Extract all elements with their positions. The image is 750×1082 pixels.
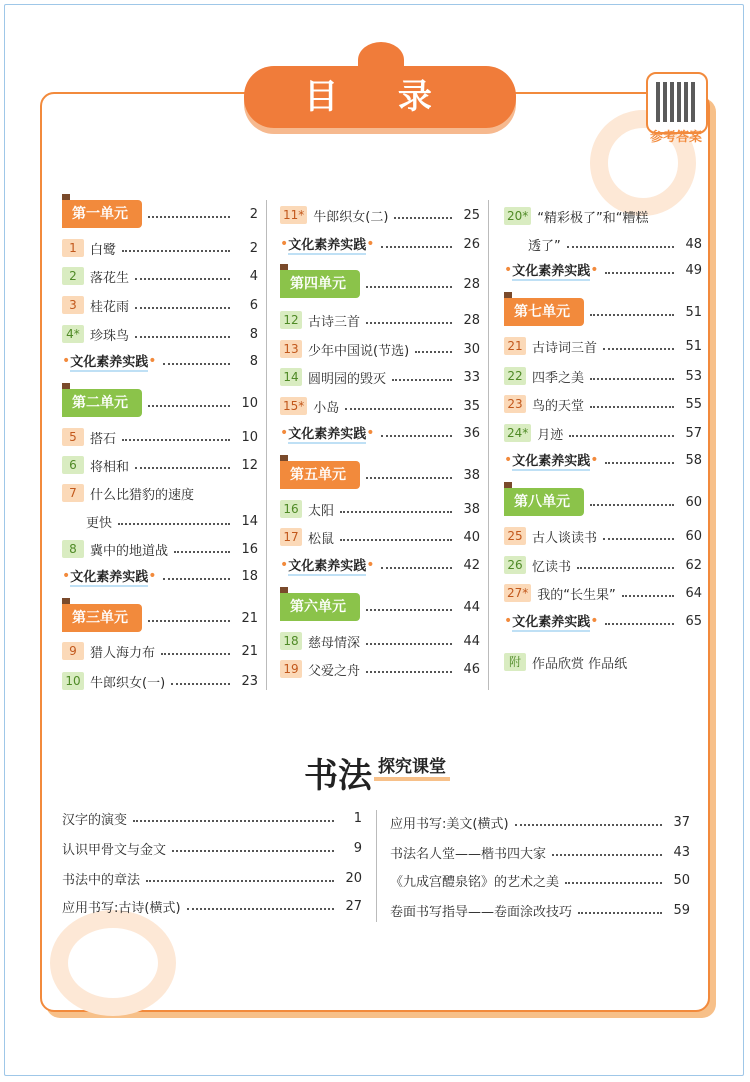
page-number: 8 — [249, 353, 258, 369]
lesson-title: 将相和 — [90, 459, 130, 475]
practice-row[interactable] — [280, 422, 480, 444]
dot-leader — [122, 250, 230, 252]
practice-label: 文化素养实践 — [288, 555, 366, 576]
page-number: 12 — [241, 457, 258, 473]
dot-leader — [161, 653, 230, 655]
practice-row[interactable] — [62, 350, 258, 372]
bullet-icon: • — [504, 262, 513, 278]
toc-entry[interactable] — [62, 510, 258, 532]
entry-title: 应用书写:美文(横式) — [390, 816, 509, 832]
column-divider — [376, 810, 377, 922]
toc-entry[interactable] — [280, 338, 480, 360]
dot-leader — [590, 378, 674, 380]
page-number: 60 — [685, 494, 702, 510]
lesson-title: 白鹭 — [90, 242, 117, 258]
qr-code[interactable] — [646, 72, 708, 134]
dot-leader — [381, 567, 452, 569]
lesson-title: 什么比猎豹的速度 — [90, 487, 195, 503]
lesson-number: 5 — [62, 428, 84, 446]
page-number: 26 — [463, 236, 480, 252]
dot-leader — [366, 322, 452, 324]
dot-leader — [392, 379, 452, 381]
dot-leader — [605, 462, 674, 464]
dot-leader — [622, 595, 674, 597]
dot-leader — [171, 683, 230, 685]
dot-leader — [366, 609, 452, 611]
dot-leader — [603, 348, 674, 350]
page-number: 21 — [241, 643, 258, 659]
dot-leader — [603, 538, 674, 540]
page-number: 33 — [463, 369, 480, 385]
lesson-title: 珍珠鸟 — [90, 328, 130, 344]
dot-leader — [340, 539, 452, 541]
dot-leader — [148, 620, 230, 622]
unit-heading: 第八单元 — [504, 488, 584, 516]
qr-code-icon — [656, 82, 696, 122]
entry-title: 认识甲骨文与金文 — [62, 842, 167, 858]
lesson-title: 古诗三首 — [308, 314, 361, 330]
bullet-icon: • — [148, 568, 157, 584]
toc-entry[interactable] — [62, 265, 258, 287]
page-number: 58 — [685, 452, 702, 468]
lesson-title: 慈母情深 — [308, 635, 361, 651]
calligraphy-entry[interactable] — [390, 869, 690, 891]
practice-label: 文化素养实践 — [288, 234, 366, 255]
unit-heading: 第三单元 — [62, 604, 142, 632]
entry-title: 汉字的演变 — [62, 812, 128, 828]
calligraphy-entry[interactable] — [390, 841, 690, 863]
page-number: 50 — [673, 872, 690, 888]
page-number: 43 — [673, 844, 690, 860]
lesson-number: 13 — [280, 340, 302, 358]
page-number: 28 — [463, 276, 480, 292]
page-number: 49 — [685, 262, 702, 278]
lesson-title: 鸟的天堂 — [532, 398, 585, 414]
dot-leader — [590, 504, 674, 506]
page-number: 27 — [345, 898, 362, 914]
page-number: 42 — [463, 557, 480, 573]
page-number: 51 — [685, 304, 702, 320]
page-number: 10 — [241, 395, 258, 411]
lesson-title: 古诗词三首 — [532, 340, 598, 356]
entry-title: 书法中的章法 — [62, 872, 141, 888]
page-number: 8 — [249, 326, 258, 342]
dot-leader — [122, 439, 230, 441]
page-number: 38 — [463, 501, 480, 517]
bullet-icon: • — [504, 613, 513, 629]
lesson-title: 太阳 — [308, 503, 335, 519]
unit-heading: 第四单元 — [280, 270, 360, 298]
page-number: 25 — [463, 207, 480, 223]
dot-leader — [146, 880, 334, 882]
page-number: 28 — [463, 312, 480, 328]
column-divider — [266, 200, 267, 690]
lesson-title: 牛郎织女(一) — [90, 675, 166, 691]
page-number: 40 — [463, 529, 480, 545]
lesson-number: 12 — [280, 311, 302, 329]
toc-entry[interactable] — [62, 294, 258, 316]
page-number: 59 — [673, 902, 690, 918]
unit-row[interactable] — [504, 491, 702, 513]
toc-entry[interactable] — [504, 233, 702, 255]
toc-entry[interactable] — [504, 205, 702, 227]
lesson-number: 附 — [504, 653, 526, 671]
dot-leader — [135, 307, 230, 309]
page-number: 38 — [463, 467, 480, 483]
dot-leader — [135, 467, 230, 469]
bullet-icon: • — [148, 353, 157, 369]
dot-leader — [381, 246, 452, 248]
lesson-title: 猎人海力布 — [90, 645, 156, 661]
dot-leader — [366, 477, 452, 479]
toc-entry[interactable] — [504, 393, 702, 415]
unit-row[interactable] — [62, 203, 258, 225]
lesson-number: 20* — [504, 207, 531, 225]
practice-label: 文化素养实践 — [512, 450, 590, 471]
dot-leader — [381, 435, 452, 437]
bullet-icon: • — [280, 236, 289, 252]
dot-leader — [163, 578, 230, 580]
page-number: 37 — [673, 814, 690, 830]
lesson-title: 更快 — [86, 515, 113, 531]
lesson-number: 4* — [62, 325, 84, 343]
practice-label: 文化素养实践 — [70, 351, 148, 372]
dot-leader — [135, 278, 230, 280]
bullet-icon: • — [366, 236, 375, 252]
lesson-title: 搭石 — [90, 431, 117, 447]
dot-leader — [148, 216, 230, 218]
practice-label: 文化素养实践 — [70, 566, 148, 587]
lesson-number: 3 — [62, 296, 84, 314]
toc-entry[interactable] — [62, 670, 258, 692]
lesson-number: 17 — [280, 528, 302, 546]
lesson-title: 月迹 — [537, 427, 564, 443]
toc-entry[interactable] — [62, 237, 258, 259]
page-number: 16 — [241, 541, 258, 557]
lesson-number: 15* — [280, 397, 307, 415]
lesson-number: 10 — [62, 672, 84, 690]
dot-leader — [605, 272, 674, 274]
lesson-number: 7 — [62, 484, 84, 502]
toc-entry[interactable] — [280, 204, 480, 226]
calligraphy-subtitle: 探究课堂 — [374, 752, 450, 781]
bullet-icon: • — [366, 557, 375, 573]
toc-entry[interactable] — [504, 582, 702, 604]
lesson-number: 19 — [280, 660, 302, 678]
page-number: 46 — [463, 661, 480, 677]
lesson-number: 11* — [280, 206, 307, 224]
decor-swirl — [50, 910, 176, 1016]
dot-leader — [590, 406, 674, 408]
toc-entry[interactable] — [504, 335, 702, 357]
page-number: 57 — [685, 425, 702, 441]
dot-leader — [187, 908, 334, 910]
toc-entry[interactable] — [62, 538, 258, 560]
page-number: 55 — [685, 396, 702, 412]
lesson-title: 父爱之舟 — [308, 663, 361, 679]
lesson-title: 牛郎织女(二) — [313, 209, 389, 225]
bullet-icon: • — [280, 425, 289, 441]
page-number: 18 — [241, 568, 258, 584]
page-number: 10 — [241, 429, 258, 445]
toc-entry[interactable] — [504, 422, 702, 444]
entry-title: 卷面书写指导——卷面涂改技巧 — [390, 904, 573, 920]
dot-leader — [174, 551, 230, 553]
lesson-title: 圆明园的毁灭 — [308, 371, 387, 387]
practice-label: 文化素养实践 — [288, 423, 366, 444]
dot-leader — [578, 912, 662, 914]
lesson-number: 23 — [504, 395, 526, 413]
unit-row[interactable] — [280, 273, 480, 295]
page-number: 4 — [249, 268, 258, 284]
page-number: 65 — [685, 613, 702, 629]
lesson-title: 四季之美 — [532, 370, 585, 386]
column-divider — [488, 200, 489, 690]
unit-row[interactable] — [62, 607, 258, 629]
practice-label: 文化素养实践 — [512, 260, 590, 281]
unit-row[interactable] — [280, 596, 480, 618]
dot-leader — [345, 408, 452, 410]
calligraphy-entry[interactable] — [62, 895, 362, 917]
lesson-number: 25 — [504, 527, 526, 545]
toc-entry[interactable] — [62, 426, 258, 448]
dot-leader — [148, 405, 230, 407]
dot-leader — [565, 882, 662, 884]
lesson-number: 24* — [504, 424, 531, 442]
practice-row[interactable] — [280, 554, 480, 576]
page-number: 62 — [685, 557, 702, 573]
lesson-title: 忆读书 — [532, 559, 572, 575]
unit-heading: 第一单元 — [62, 200, 142, 228]
toc-entry[interactable] — [280, 366, 480, 388]
dot-leader — [394, 217, 452, 219]
dot-leader — [340, 511, 452, 513]
dot-leader — [605, 623, 674, 625]
practice-row[interactable] — [62, 565, 258, 587]
calligraphy-entry[interactable] — [62, 867, 362, 889]
toc-entry[interactable] — [280, 658, 480, 680]
toc-entry[interactable] — [504, 525, 702, 547]
dot-leader — [366, 671, 452, 673]
lesson-title: 桂花雨 — [90, 299, 130, 315]
unit-row[interactable] — [280, 464, 480, 486]
calligraphy-entry[interactable] — [390, 899, 690, 921]
page-number: 1 — [353, 810, 362, 826]
bullet-icon: • — [590, 262, 599, 278]
calligraphy-entry[interactable] — [62, 807, 362, 829]
lesson-number: 21 — [504, 337, 526, 355]
toc-entry[interactable] — [504, 554, 702, 576]
answer-label: 参考答案 — [649, 130, 702, 145]
lesson-title: “精彩极了”和“糟糕 — [537, 210, 649, 226]
lesson-number: 1 — [62, 239, 84, 257]
lesson-title: 作品欣赏 作品纸 — [532, 656, 628, 672]
calligraphy-entry[interactable] — [390, 811, 690, 833]
dot-leader — [163, 363, 230, 365]
dot-leader — [567, 246, 674, 248]
entry-title: 《九成宫醴泉铭》的艺术之美 — [390, 874, 560, 890]
page-number: 14 — [241, 513, 258, 529]
unit-heading: 第六单元 — [280, 593, 360, 621]
practice-row[interactable] — [504, 449, 702, 471]
toc-entry[interactable] — [280, 526, 480, 548]
entry-title: 应用书写:古诗(横式) — [62, 900, 181, 916]
page-number: 2 — [249, 206, 258, 222]
page-title: 目 录 — [304, 77, 456, 117]
page-number: 35 — [463, 398, 480, 414]
toc-entry[interactable] — [280, 395, 480, 417]
page-number: 6 — [249, 297, 258, 313]
page-number: 2 — [249, 240, 258, 256]
dot-leader — [577, 567, 674, 569]
page-number: 30 — [463, 341, 480, 357]
lesson-number: 8 — [62, 540, 84, 558]
practice-label: 文化素养实践 — [512, 611, 590, 632]
lesson-title: 古人谈读书 — [532, 530, 598, 546]
bullet-icon: • — [62, 353, 71, 369]
page-number: 64 — [685, 585, 702, 601]
lesson-title: 小岛 — [313, 400, 340, 416]
lesson-number: 18 — [280, 632, 302, 650]
dot-leader — [552, 854, 662, 856]
unit-heading: 第二单元 — [62, 389, 142, 417]
dot-leader — [118, 523, 230, 525]
dot-leader — [590, 314, 674, 316]
page-number: 53 — [685, 368, 702, 384]
unit-heading: 第五单元 — [280, 461, 360, 489]
dot-leader — [515, 824, 662, 826]
calligraphy-title: 书法 — [304, 756, 372, 796]
practice-row[interactable] — [504, 259, 702, 281]
toc-entry[interactable] — [62, 640, 258, 662]
unit-heading: 第七单元 — [504, 298, 584, 326]
bullet-icon: • — [590, 452, 599, 468]
lesson-title: 松鼠 — [308, 531, 335, 547]
dot-leader — [366, 286, 452, 288]
lesson-title: 透了” — [528, 238, 561, 254]
page-number: 21 — [241, 610, 258, 626]
lesson-number: 26 — [504, 556, 526, 574]
dot-leader — [366, 643, 452, 645]
toc-entry[interactable] — [62, 323, 258, 345]
lesson-title: 冀中的地道战 — [90, 543, 169, 559]
lesson-number: 27* — [504, 584, 531, 602]
page-number: 51 — [685, 338, 702, 354]
lesson-title: 落花生 — [90, 270, 130, 286]
lesson-number: 16 — [280, 500, 302, 518]
bullet-icon: • — [62, 568, 71, 584]
page-number: 60 — [685, 528, 702, 544]
toc-entry[interactable] — [280, 309, 480, 331]
page-number: 9 — [353, 840, 362, 856]
page-number: 23 — [241, 673, 258, 689]
lesson-number: 22 — [504, 367, 526, 385]
bullet-icon: • — [280, 557, 289, 573]
page-number: 36 — [463, 425, 480, 441]
dot-leader — [135, 336, 230, 338]
entry-title: 书法名人堂——楷书四大家 — [390, 846, 547, 862]
dot-leader — [172, 850, 334, 852]
practice-row[interactable] — [504, 610, 702, 632]
toc-entry[interactable] — [62, 454, 258, 476]
toc-entry[interactable] — [280, 630, 480, 652]
dot-leader — [569, 435, 674, 437]
dot-leader — [415, 351, 452, 353]
dot-leader — [133, 820, 334, 822]
toc-entry[interactable] — [504, 365, 702, 387]
page-number: 44 — [463, 633, 480, 649]
page-number: 48 — [685, 236, 702, 252]
practice-row[interactable] — [280, 233, 480, 255]
bullet-icon: • — [504, 452, 513, 468]
toc-entry[interactable] — [280, 498, 480, 520]
lesson-number: 14 — [280, 368, 302, 386]
bullet-icon: • — [590, 613, 599, 629]
calligraphy-entry[interactable] — [62, 837, 362, 859]
unit-row[interactable] — [62, 392, 258, 414]
lesson-number: 9 — [62, 642, 84, 660]
page-number: 44 — [463, 599, 480, 615]
bullet-icon: • — [366, 425, 375, 441]
page-number: 20 — [345, 870, 362, 886]
lesson-number: 6 — [62, 456, 84, 474]
unit-row[interactable] — [504, 301, 702, 323]
lesson-number: 2 — [62, 267, 84, 285]
toc-entry[interactable] — [62, 482, 258, 504]
lesson-title: 少年中国说(节选) — [308, 343, 410, 359]
lesson-title: 我的“长生果” — [537, 587, 616, 603]
toc-entry[interactable] — [504, 651, 702, 673]
